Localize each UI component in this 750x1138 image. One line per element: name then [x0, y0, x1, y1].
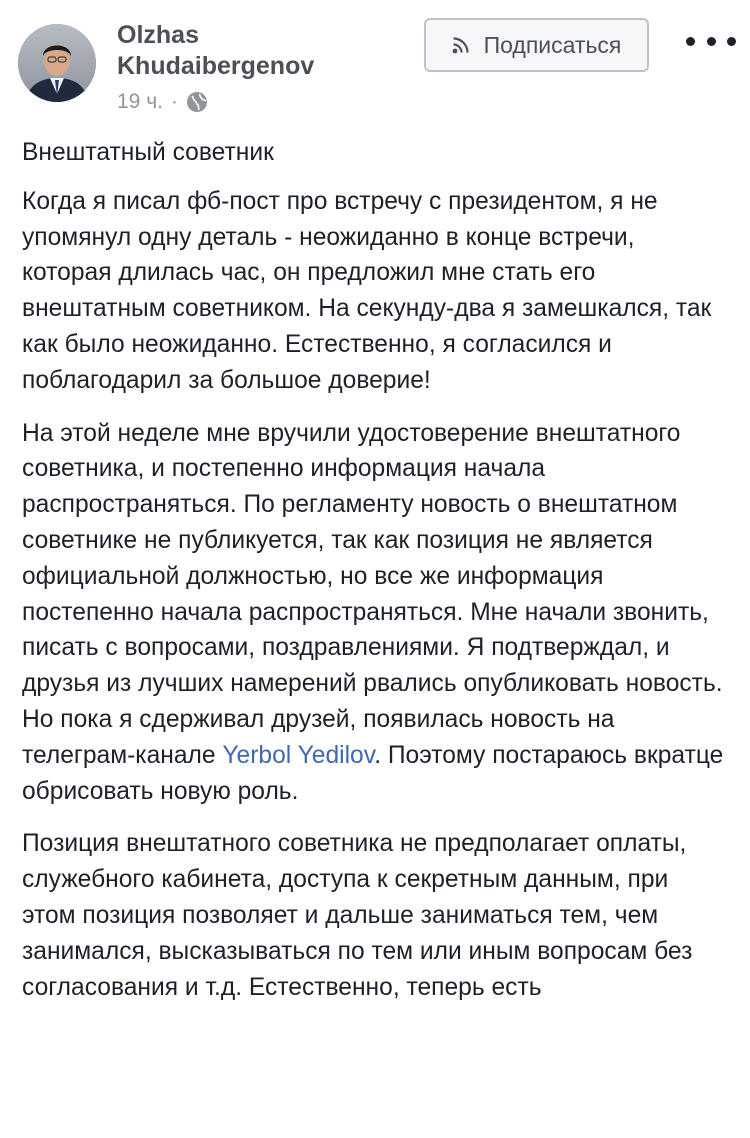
subscribe-button[interactable] [424, 18, 649, 72]
globe-icon [186, 91, 208, 113]
meta-separator: · [170, 90, 178, 113]
author-name[interactable] [117, 20, 407, 82]
mention-link-yerbol-yedilov[interactable]: Yerbol Yedilov [222, 741, 375, 769]
post-paragraph-1: Когда я писал фб-пост про встречу с президентом, я не упомянул одну деталь - неожиданно в конце встречи, которая длилась час, он предложил мне стать его внештатным советником. На секунду-два я замешкался, так как было неожиданно. Естественно, я согласился и поблагодарил за большое доверие! [22, 187, 712, 394]
post-header [0, 0, 750, 130]
more-icon[interactable] [686, 26, 736, 56]
post-paragraph-3: Позиция внештатного советника не предполагает оплаты, служебного кабинета, доступа к секретным данным, при этом позиция позволяет и дальше заниматься тем, чем занимался, высказываться по тем или иным вопросам без согласования и т.д. Естественно, теперь есть [22, 830, 693, 1001]
paragraph-2-text-after: . Поэтому постараюсь вкратце обрисовать новую роль. [22, 741, 724, 805]
post-body [22, 135, 727, 1022]
avatar[interactable] [18, 24, 96, 102]
more-dot [727, 37, 736, 46]
rss-icon [452, 36, 470, 54]
subscribe-label: Подписаться [483, 31, 622, 58]
post-title: Внештатный советник [22, 139, 274, 166]
post-meta [117, 89, 208, 115]
more-dot [686, 37, 695, 46]
paragraph-2-text-before: На этой неделе мне вручили удостоверение внештатного советника, и постепенно информация начала распространяться. По регламенту новость о внештатном советнике не публикуется, так как позиция не является официальной должностью, но все же информация постепенно начала распространяться. Мне начали звонить, писать с вопросами, поздравлениями. Я подтверждал, и друзья из лучших намерений рвались опубликовать новость. Но пока я сдерживал друзей, появилась новость на телеграм-канале [22, 419, 723, 769]
avatar-image [18, 24, 96, 102]
author-first-name: Olzhas [117, 21, 199, 49]
more-dot [707, 37, 716, 46]
post-paragraph-2 [22, 416, 727, 810]
author-last-name: Khudaibergenov [117, 52, 315, 80]
post-timestamp[interactable]: 19 ч. [117, 90, 163, 113]
